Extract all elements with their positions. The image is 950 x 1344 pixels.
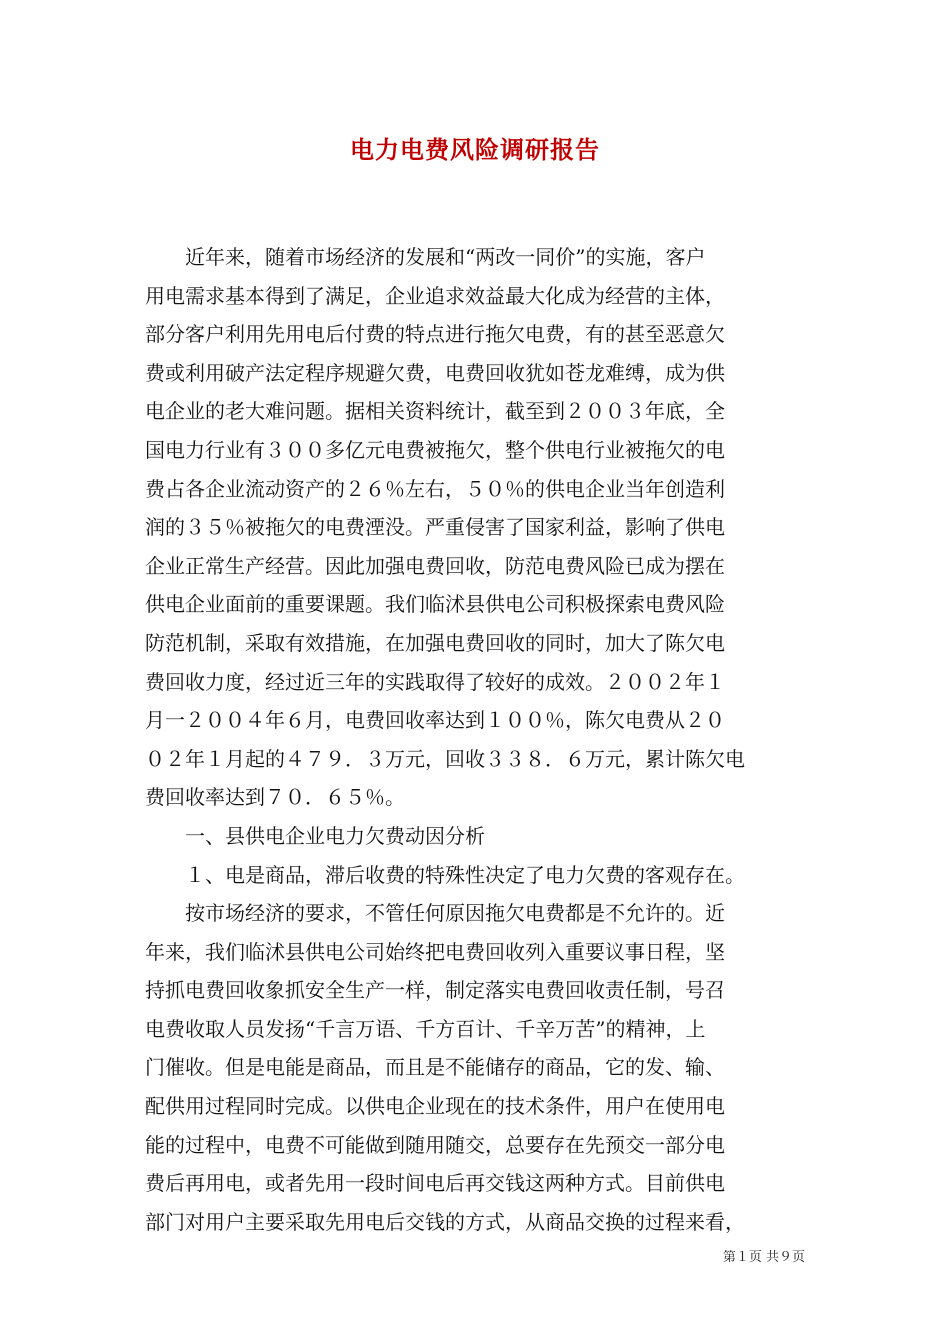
- body-line: 供电企业面前的重要课题。我们临沭县供电公司积极探索电费风险: [145, 592, 725, 617]
- page-number: 第１页 共９页: [722, 1250, 805, 1265]
- body-line: 国电力行业有３００多亿元电费被拖欠，整个供电行业被拖欠的电: [145, 437, 725, 462]
- body-line: 能的过程中，电费不可能做到随用随交，总要存在先预交一部分电: [145, 1132, 725, 1157]
- section-heading: 一、县供电企业电力欠费动因分析: [145, 823, 485, 848]
- body-line: 企业正常生产经营。因此加强电费回收，防范电费风险已成为摆在: [145, 553, 725, 578]
- body-line: 部分客户利用先用电后付费的特点进行拖欠电费，有的甚至恶意欠: [145, 322, 725, 347]
- body-line: 配供用过程同时完成。以供电企业现在的技术条件，用户在使用电: [145, 1094, 725, 1119]
- body-line: 润的３５％被拖欠的电费湮没。严重侵害了国家利益，影响了供电: [145, 515, 725, 540]
- subsection-heading: １、电是商品，滞后收费的特殊性决定了电力欠费的客观存在。: [145, 862, 745, 887]
- body-line: 费回收率达到７０．６５％。: [145, 785, 405, 810]
- body-line: 费回收力度，经过近三年的实践取得了较好的成效。２００２年１: [145, 669, 725, 694]
- body-line: ０２年１月起的４７９．３万元，回收３３８．６万元，累计陈欠电: [145, 746, 745, 771]
- body-line: 近年来，随着市场经济的发展和“两改一同价”的实施，客户: [145, 245, 706, 269]
- document-title: 电力电费风险调研报告: [350, 135, 600, 164]
- body-line: 电企业的老大难问题。据相关资料统计，截至到２００３年底，全: [145, 399, 725, 424]
- body-line: 月一２００４年６月，电费回收率达到１００％，陈欠电费从２０: [145, 708, 725, 733]
- body-line: 费占各企业流动资产的２６％左右，５０％的供电企业当年创造利: [145, 476, 725, 501]
- body-line: 费或利用破产法定程序规避欠费，电费回收犹如苍龙难缚，成为供: [145, 360, 725, 385]
- body-line: 部门对用户主要采取先用电后交钱的方式，从商品交换的过程来看，: [145, 1209, 745, 1234]
- body-line: 防范机制，采取有效措施，在加强电费回收的同时，加大了陈欠电: [145, 630, 725, 655]
- document-body: [145, 238, 813, 1241]
- body-line: 按市场经济的要求，不管任何原因拖欠电费都是不允许的。近: [145, 901, 725, 926]
- body-line: 用电需求基本得到了满足，企业追求效益最大化成为经营的主体，: [145, 283, 725, 308]
- body-line: 持抓电费回收象抓安全生产一样，制定落实电费回收责任制，号召: [145, 978, 725, 1003]
- body-line: 费后再用电，或者先用一段时间电后再交钱这两种方式。目前供电: [145, 1171, 725, 1196]
- body-line: 门催收。但是电能是商品，而且是不能储存的商品，它的发、输、: [145, 1055, 725, 1080]
- body-line: 电费收取人员发扬“千言万语、千方百计、千辛万苦”的精神，上: [145, 1016, 706, 1041]
- body-line: 年来，我们临沭县供电公司始终把电费回收列入重要议事日程，坚: [145, 939, 725, 964]
